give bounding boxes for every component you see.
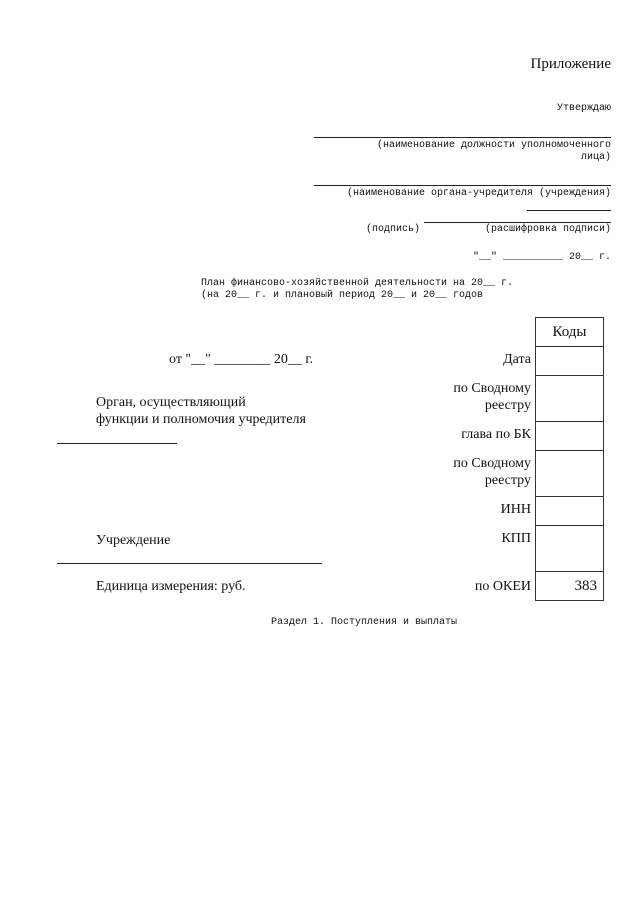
- organ-line: [314, 185, 611, 186]
- codes-table: [535, 317, 604, 601]
- plan-title-line-2: (на 20__ г. и плановый период 20__ и 20__ годов: [201, 290, 484, 301]
- codes-header: Коды: [536, 318, 604, 347]
- date-from-field: от "__" ________ 20__ г.: [169, 352, 314, 367]
- label-okei: по ОКЕИ: [474, 579, 531, 594]
- attachment-heading: Приложение: [530, 56, 611, 72]
- label-glava-bk: глава по БК: [461, 427, 531, 442]
- signature-decode-caption: (расшифровка подписи): [484, 224, 611, 235]
- signature-line: [424, 222, 611, 223]
- approval-date-line: "__" __________ 20__ г.: [472, 252, 611, 263]
- code-cell-kpp: [536, 526, 604, 572]
- unit-label: Единица измерения: руб.: [96, 579, 246, 594]
- label-inn: ИНН: [500, 502, 531, 517]
- label-svod-2-a: по Сводному: [453, 456, 531, 471]
- code-cell-svod-1: [536, 376, 604, 422]
- label-svod-1-b: реестру: [484, 398, 531, 413]
- organ-label-1: Орган, осуществляющий: [96, 395, 246, 410]
- label-kpp: КПП: [501, 531, 531, 546]
- code-cell-inn: [536, 497, 604, 526]
- code-cell-okei: 383: [536, 572, 604, 601]
- position-caption-2: лица): [580, 152, 611, 163]
- organ-caption: (наименование органа-учредителя (учреждения): [346, 188, 611, 199]
- position-line: [314, 137, 611, 138]
- plan-title-line-1: План финансово-хозяйственной деятельности на 20__ г.: [201, 278, 514, 289]
- label-svod-2-b: реестру: [484, 473, 531, 488]
- label-svod-1-a: по Сводному: [453, 381, 531, 396]
- short-line: [527, 210, 611, 211]
- code-cell-svod-2: [536, 451, 604, 497]
- institution-fill-line: [57, 563, 322, 564]
- code-cell-glava-bk: [536, 422, 604, 451]
- position-caption-1: (наименование должности уполномоченного: [376, 140, 611, 151]
- code-cell-date: [536, 347, 604, 376]
- section-title: Раздел 1. Поступления и выплаты: [271, 617, 458, 628]
- institution-label: Учреждение: [96, 533, 171, 548]
- signature-caption: (подпись): [366, 224, 421, 235]
- organ-label-2: функции и полномочия учредителя: [96, 412, 306, 427]
- label-date: Дата: [503, 352, 531, 367]
- organ-fill-line: [57, 443, 177, 444]
- approve-label: Утверждаю: [556, 103, 611, 114]
